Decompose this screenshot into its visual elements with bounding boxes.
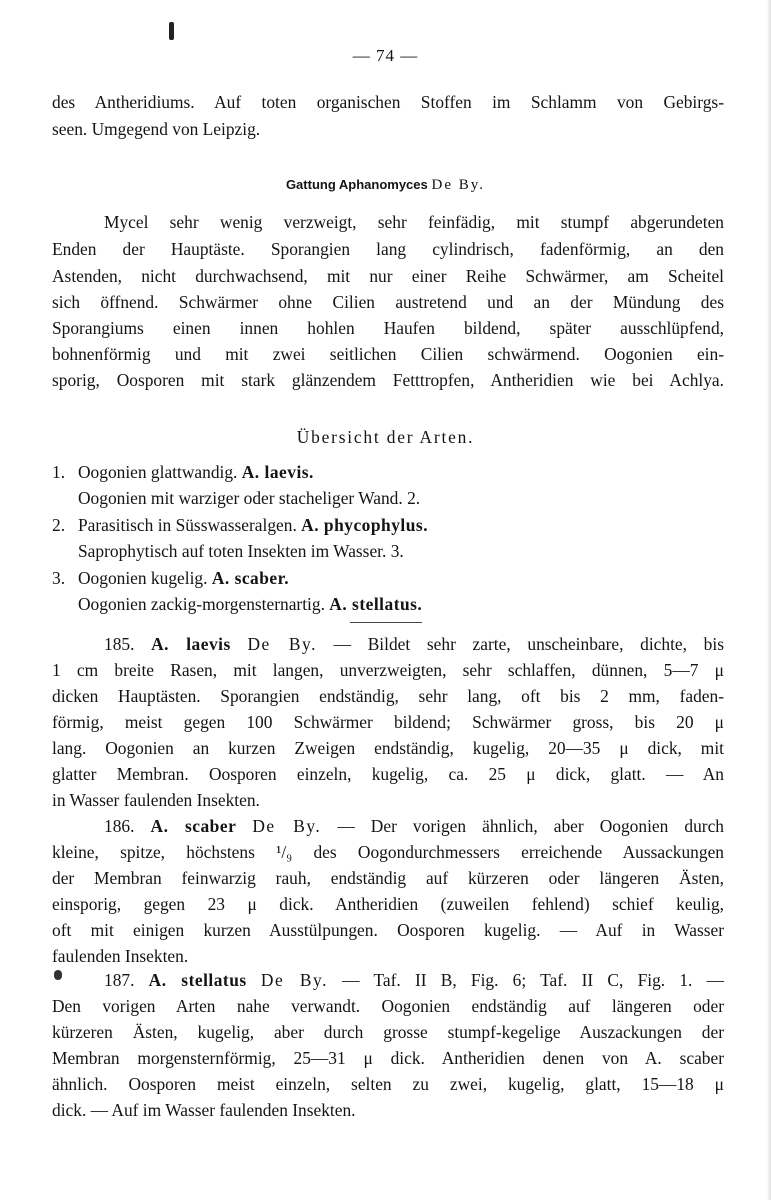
genus-heading bbox=[0, 177, 771, 194]
species-185-line-7: in Wasser faulenden Insekten. bbox=[52, 790, 260, 810]
species-187-line-2: Den vorigen Arten nahe verwandt. Oogonien endständig auf längeren oder bbox=[52, 996, 724, 1016]
key-entry-3 bbox=[52, 565, 289, 591]
intro-line-2: seen. Umgegend von Leipzig. bbox=[52, 119, 261, 139]
species-185-line-4: förmig, meist gegen 100 Schwärmer bildend; Schwärmer gross, bis 20 μ bbox=[52, 712, 724, 732]
page-number: — 74 — bbox=[352, 46, 419, 65]
key-text: Oogonien kugelig. bbox=[78, 568, 208, 588]
genus-label: Gattung Aphanomyces bbox=[285, 177, 428, 192]
species-185-line-6: glatter Membran. Oosporen einzeln, kugelig, ca. 25 μ dick, glatt. — An bbox=[52, 764, 724, 784]
genus-desc-line-4: sich öffnend. Schwärmer ohne Cilien austretend und an der Mündung des bbox=[52, 292, 724, 312]
key-entry-3b bbox=[78, 591, 422, 617]
species-187-line-4: Membran morgensternförmig, 25—31 μ dick. Antheridien denen von A. scaber bbox=[52, 1048, 724, 1068]
species-author: De By. bbox=[252, 816, 322, 836]
key-reference: 2. bbox=[407, 488, 421, 508]
key-text: Parasitisch in Süsswasseralgen. bbox=[78, 515, 297, 535]
genus-desc-line-5: Sporangiums einen innen hohlen Haufen bildend, später ausschlüpfend, bbox=[52, 318, 724, 338]
species-author: De By. bbox=[247, 634, 317, 654]
species-name: A. stellatus bbox=[148, 970, 247, 990]
genus-desc-line-3: Astenden, nicht durchwachsend, mit nur einer Reihe Schwärmer, am Scheitel bbox=[52, 266, 724, 286]
species-number: 186. bbox=[104, 816, 135, 836]
species-text: — Taf. II B, Fig. 6; Taf. II C, Fig. 1. — bbox=[342, 970, 725, 990]
species-185-line-2: 1 cm breite Rasen, mit langen, unverzweigten, sehr schlaffen, dünnen, 5—7 μ bbox=[52, 660, 724, 680]
species-number: 187. bbox=[104, 970, 135, 990]
species-186-line-1 bbox=[104, 813, 724, 839]
genus-desc-line-1: Mycel sehr wenig verzweigt, sehr feinfädig, mit stumpf abgerundeten bbox=[104, 212, 724, 232]
key-title: Übersicht der Arten. bbox=[296, 427, 475, 447]
species-185-line-5: lang. Oogonien an kurzen Zweigen endständig, kugelig, 20—35 μ dick, mit bbox=[52, 738, 724, 758]
species-author: De By. bbox=[260, 970, 328, 990]
key-entry-1b bbox=[78, 485, 420, 511]
species-186-line-6: faulenden Insekten. bbox=[52, 946, 189, 966]
species-187-line-6: dick. — Auf im Wasser faulenden Insekten. bbox=[52, 1100, 356, 1120]
key-species-name: A. stellatus. bbox=[329, 594, 423, 614]
species-name: A. scaber bbox=[150, 816, 237, 836]
key-entry-2b bbox=[78, 538, 404, 564]
section-divider bbox=[350, 622, 422, 623]
key-text: Saprophytisch auf toten Insekten im Wasser. bbox=[78, 541, 387, 561]
species-text: — Bildet sehr zarte, unscheinbare, dichte, bis bbox=[333, 634, 724, 654]
species-number: 185. bbox=[104, 634, 135, 654]
species-name: A. laevis bbox=[151, 634, 231, 654]
genus-desc-line-2: Enden der Hauptäste. Sporangien lang cylindrisch, fadenförmig, an den bbox=[52, 239, 724, 259]
species-187-line-5: ähnlich. Oosporen meist einzeln, selten zu zwei, kugelig, glatt, 15—18 μ bbox=[52, 1074, 724, 1094]
intro-line-1: des Antheridiums. Auf toten organischen Stoffen im Schlamm von Gebirgs- bbox=[52, 92, 724, 112]
species-187-line-3: kürzeren Ästen, kugelig, aber durch grosse stumpf-kegelige Auszackungen der bbox=[52, 1022, 724, 1042]
key-number: 3. bbox=[52, 568, 66, 588]
species-186-line-3: der Membran feinwarzig rauh, endständig auf kürzeren oder längeren Ästen, bbox=[52, 868, 724, 888]
key-reference: 3. bbox=[390, 541, 404, 561]
ink-mark bbox=[169, 22, 174, 40]
key-species-name: A. phycophylus. bbox=[301, 515, 429, 535]
key-entry-1 bbox=[52, 459, 314, 485]
key-text: Oogonien glattwandig. bbox=[78, 462, 238, 482]
genus-desc-line-7: sporig, Oosporen mit stark glänzendem Fetttropfen, Antheridien wie bei Achlya. bbox=[52, 370, 724, 390]
species-186-line-5: oft mit einigen kurzen Ausstülpungen. Oosporen kugelig. — Auf in Wasser bbox=[52, 920, 724, 940]
species-185-line-3: dicken Hauptästen. Sporangien endständig, sehr lang, oft bis 2 mm, faden- bbox=[52, 686, 724, 706]
key-entry-2 bbox=[52, 512, 428, 538]
species-186-line-2: kleine, spitze, höchstens ¹/₉ des Oogondurchmessers erreichende Aussackungen bbox=[52, 842, 724, 862]
species-text: — Der vorigen ähnlich, aber Oogonien durch bbox=[337, 816, 724, 836]
species-185-line-1 bbox=[104, 631, 724, 657]
key-species-name: A. laevis. bbox=[241, 462, 314, 482]
page-edge-shadow bbox=[767, 0, 771, 1200]
key-text: Oogonien zackig-morgensternartig. bbox=[78, 594, 325, 614]
key-text: Oogonien mit warziger oder stacheliger Wand. bbox=[78, 488, 403, 508]
key-species-name: A. scaber. bbox=[211, 568, 290, 588]
key-number: 1. bbox=[52, 462, 66, 482]
genus-author: De By. bbox=[431, 177, 486, 193]
ink-blot bbox=[54, 970, 62, 980]
key-number: 2. bbox=[52, 515, 66, 535]
species-186-line-4: einsporig, gegen 23 μ dick. Antheridien (zuweilen fehlend) schief keulig, bbox=[52, 894, 724, 914]
species-187-line-1 bbox=[104, 967, 724, 993]
genus-desc-line-6: bohnenförmig und mit zwei seitlichen Cilien schwärmend. Oogonien ein- bbox=[52, 344, 724, 364]
